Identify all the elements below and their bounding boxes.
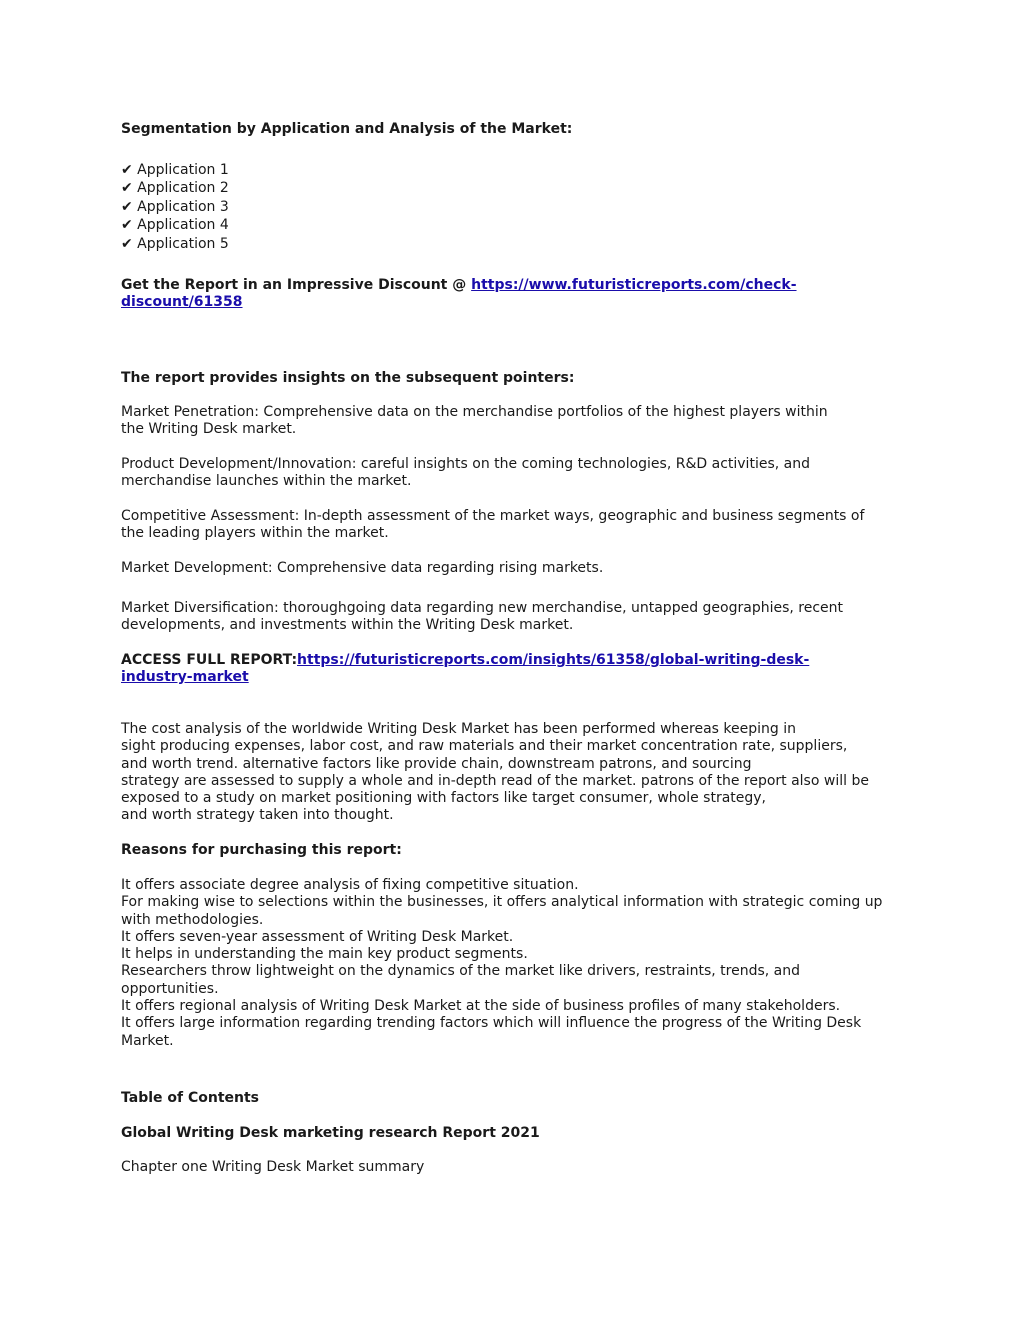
cost-analysis-paragraph	[121, 721, 911, 825]
list-item: ✔ Application 2	[121, 180, 229, 197]
list-item: ✔ Application 4	[121, 217, 229, 234]
text-line: developments, and investments within the Writing Desk market.	[121, 617, 574, 634]
text-line: sight producing expenses, labor cost, and raw materials and their market concentration rate, suppliers,	[121, 738, 848, 755]
text-line: and worth strategy taken into thought.	[121, 807, 394, 824]
text-line: Product Development/Innovation: careful insights on the coming technologies, R&D activities, and	[121, 456, 810, 472]
competitive-assessment-paragraph	[121, 508, 911, 543]
text-line: Market Penetration: Comprehensive data on the merchandise portfolios of the highest players within	[121, 404, 828, 420]
text-line: strategy are assessed to supply a whole and in-depth read of the market. patrons of the report also will be	[121, 772, 869, 789]
text-line: and worth trend. alternative factors like provide chain, downstream patrons, and sourcing	[121, 755, 752, 772]
text-line: It offers seven-year assessment of Writing Desk Market.	[121, 928, 514, 945]
text-line: the leading players within the market.	[121, 525, 389, 542]
market-diversification-paragraph	[121, 600, 911, 635]
reasons-heading: Reasons for purchasing this report:	[121, 842, 402, 858]
discount-link-continued[interactable]: discount/61358	[121, 294, 243, 311]
chapter-one: Chapter one Writing Desk Market summary	[121, 1159, 425, 1175]
text-line: It offers regional analysis of Writing Desk Market at the side of business profiles of many stakeholders.	[121, 998, 841, 1015]
text-line: Market Diversification: thoroughgoing data regarding new merchandise, untapped geographies, recent	[121, 600, 844, 616]
discount-link[interactable]: https://www.futuristicreports.com/check-	[471, 277, 797, 293]
access-report-line	[121, 652, 911, 687]
access-label: ACCESS FULL REPORT:	[121, 652, 298, 668]
access-report-link-continued[interactable]: industry-market	[121, 669, 249, 686]
list-item: ✔ Application 3	[121, 198, 229, 215]
toc-heading: Table of Contents	[121, 1090, 260, 1106]
text-line: merchandise launches within the market.	[121, 473, 412, 490]
text-line: with methodologies.	[121, 911, 264, 928]
text-line: Market.	[121, 1032, 174, 1049]
text-line: exposed to a study on market positioning with factors like target consumer, whole strategy,	[121, 790, 767, 807]
report-title: Global Writing Desk marketing research Report 2021	[121, 1125, 540, 1141]
list-item: ✔ Application 1	[121, 162, 229, 178]
insights-heading: The report provides insights on the subsequent pointers:	[121, 370, 575, 386]
market-development-paragraph: Market Development: Comprehensive data regarding rising markets.	[121, 560, 604, 576]
text-line: Competitive Assessment: In-depth assessment of the market ways, geographic and business segments of	[121, 508, 865, 524]
market-penetration-paragraph	[121, 404, 911, 439]
text-line: The cost analysis of the worldwide Writing Desk Market has been performed whereas keeping in	[121, 721, 796, 737]
discount-label: Get the Report in an Impressive Discount @	[121, 277, 472, 293]
text-line: opportunities.	[121, 980, 219, 997]
application-list	[121, 161, 911, 253]
text-line: It offers large information regarding trending factors which will influence the progress of the Writing Desk	[121, 1015, 862, 1032]
text-line: the Writing Desk market.	[121, 421, 297, 438]
list-item: ✔ Application 5	[121, 235, 229, 252]
text-line: It offers associate degree analysis of fixing competitive situation.	[121, 877, 579, 893]
access-report-link[interactable]: https://futuristicreports.com/insights/61358/global-writing-desk-	[297, 652, 810, 668]
discount-line	[121, 277, 911, 312]
reasons-list	[121, 877, 911, 1050]
product-development-paragraph	[121, 456, 911, 491]
segmentation-heading: Segmentation by Application and Analysis of the Market:	[121, 121, 573, 137]
text-line: For making wise to selections within the businesses, it offers analytical information with strategic coming up	[121, 894, 883, 911]
text-line: It helps in understanding the main key product segments.	[121, 946, 528, 963]
text-line: Researchers throw lightweight on the dynamics of the market like drivers, restraints, trends, and	[121, 963, 800, 980]
